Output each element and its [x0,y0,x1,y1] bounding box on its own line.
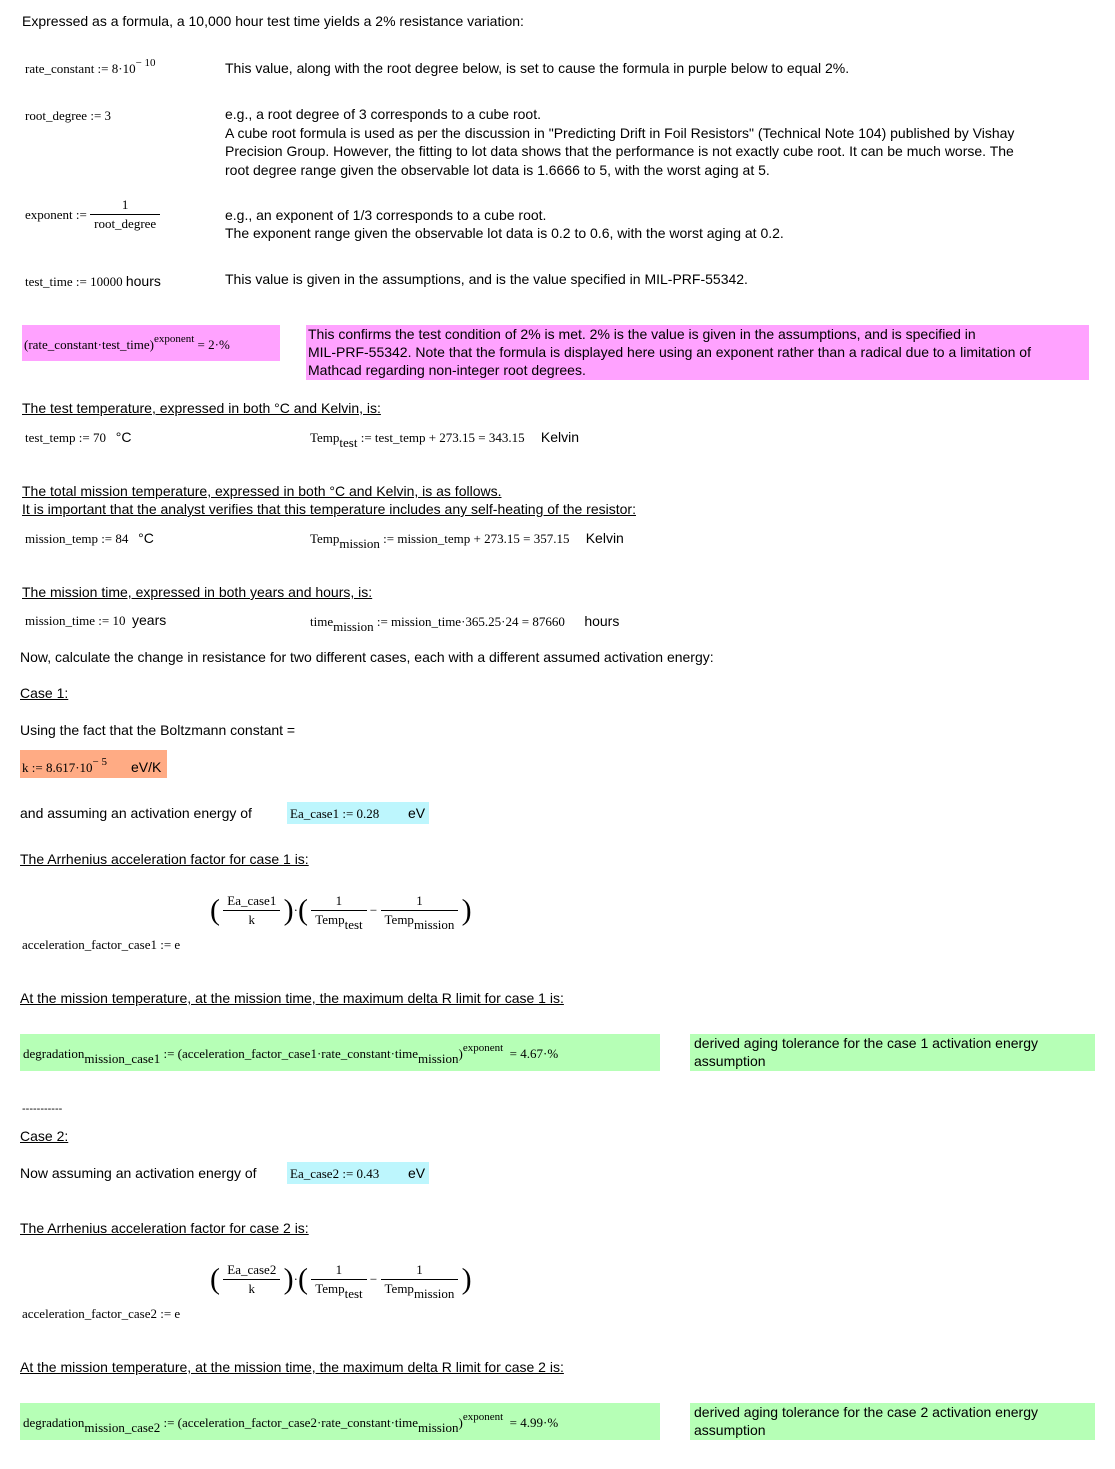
mission-temp-definition[interactable]: mission_temp := 84 °C [25,530,154,546]
case1-degradation-note: derived aging tolerance for the case 1 activation energy assumption [690,1034,1095,1071]
case2-af-lhs[interactable]: acceleration_factor_case2 := e [22,1306,181,1321]
intro-text: Expressed as a formula, a 10,000 hour test time yields a 2% resistance variation: [22,13,524,29]
case2-af-exponent: ( $\frac{\text{Ea\_case2}}{k}$ )·( $\frac{1}{\text{Temptest}}$ − $\frac{1}{\text{Tempmission}}$ ) [210,1262,472,1301]
temp-mission-calculation[interactable]: Tempmission := mission_temp + 273.15 = 357.15 Kelvin [310,530,624,551]
test-temp-definition[interactable]: test_temp := 70 °C [25,429,132,445]
now-calc-text: Now, calculate the change in resistance for two different cases, each with a different assumed activation energy: [20,649,714,665]
mission-time-heading: The mission time, expressed in both years and hours, is: [22,584,373,600]
rate-constant-note: This value, along with the root degree below, is set to cause the formula in purple below to equal 2%. [225,60,850,76]
case1-af-heading: The Arrhenius acceleration factor for case 1 is: [20,851,309,867]
boltzmann-text: Using the fact that the Boltzmann constant = [20,722,296,738]
mission-temp-heading-2: It is important that the analyst verifies that this temperature includes any self-heating of the resistor: [22,501,636,517]
case2-af-heading: The Arrhenius acceleration factor for case 2 is: [20,1220,309,1236]
case1-deg-heading: At the mission temperature, at the mission time, the maximum delta R limit for case 1 is: [20,990,564,1006]
case1-degradation-calculation[interactable]: degradationmission_case1 := (acceleration_factor_case1·rate_constant·timemission)$^{exponent}$ = 4.67·% [20,1034,660,1071]
time-mission-calculation[interactable]: timemission := mission_time·365.25·24 = 87660 hours [310,613,620,634]
case1-ea-text: and assuming an activation energy of [20,805,252,821]
test-time-note: This value is given in the assumptions, and is the value specified in MIL-PRF-55342. [225,271,748,287]
case2-deg-heading: At the mission temperature, at the mission time, the maximum delta R limit for case 2 is: [20,1359,564,1375]
test-temp-heading: The test temperature, expressed in both °C and Kelvin, is: [22,400,381,416]
case2-ea-definition[interactable]: Ea_case2 := 0.43 eV [287,1162,429,1184]
exponent-fraction: $\frac{1}{\text{root\_degree}}$ [90,196,160,233]
case2-label: Case 2: [20,1128,69,1144]
case1-af-exponent: ( $\frac{\text{Ea\_case1}}{k}$ )·( $\frac{1}{\text{Temptest}}$ − $\frac{1}{\text{Tempmission}}$ ) [210,893,472,932]
temp-test-calculation[interactable]: Temptest := test_temp + 273.15 = 343.15 Kelvin [310,429,580,450]
mission-temp-heading-1: The total mission temperature, expressed in both °C and Kelvin, is as follows. [22,483,502,499]
rate-constant-definition[interactable]: rate_constant := $8\cdot 10^{- 10}$ [25,57,156,76]
case2-degradation-calculation[interactable]: degradationmission_case2 := (acceleration_factor_case2·rate_constant·timemission)$^{exponent}$ = 4.99·% [20,1403,660,1440]
exponent-note: e.g., an exponent of 1/3 corresponds to a cube root. The exponent range given the observable lot data is 0.2 to 0.6, with the worst aging at 0.2. [225,207,784,241]
case1-label: Case 1: [20,685,69,701]
case2-degradation-note: derived aging tolerance for the case 2 activation energy assumption [690,1403,1095,1440]
case2-ea-text: Now assuming an activation energy of [20,1165,257,1181]
test-time-definition[interactable]: test_time := 10000 hours [25,273,161,289]
exponent-definition[interactable]: exponent := $\frac{1}{\text{root\_degree}}$ [25,196,160,233]
case1-af-lhs[interactable]: acceleration_factor_case1 := e [22,937,181,952]
boltzmann-constant-definition[interactable]: k := $8.617\cdot 10^{- 5}$ eV/K [20,750,167,778]
test-condition-note: This confirms the test condition of 2% is met. 2% is the value is given in the assumptions, and is specified in MIL-PRF-55342. Note that the formula is displayed here using an exponent rather than a radical due to a limitation of Mathcad regarding non-integer root degrees. [306,325,1089,380]
case1-ea-definition[interactable]: Ea_case1 := 0.28 eV [287,802,429,824]
root-degree-note: e.g., a root degree of 3 corresponds to a cube root. A cube root formula is used as per the discussion in "Predicting Drift in Foil Resistors" (Technical Note 104) published by Vishay Precision Group. However, the fitting to lot data shows that the performance is not exactly cube root. It can be much worse. The root degree range given the observable lot data is 1.6666 to 5, with the worst aging at 5. [225,106,1015,178]
separator: ----------- [22,1103,63,1115]
test-condition-check[interactable]: (rate_constant·test_time)$^{exponent}$ = 2·% [22,325,280,361]
root-degree-definition[interactable]: root_degree := 3 [25,108,112,123]
mission-time-definition[interactable]: mission_time := 10 years [25,612,167,628]
